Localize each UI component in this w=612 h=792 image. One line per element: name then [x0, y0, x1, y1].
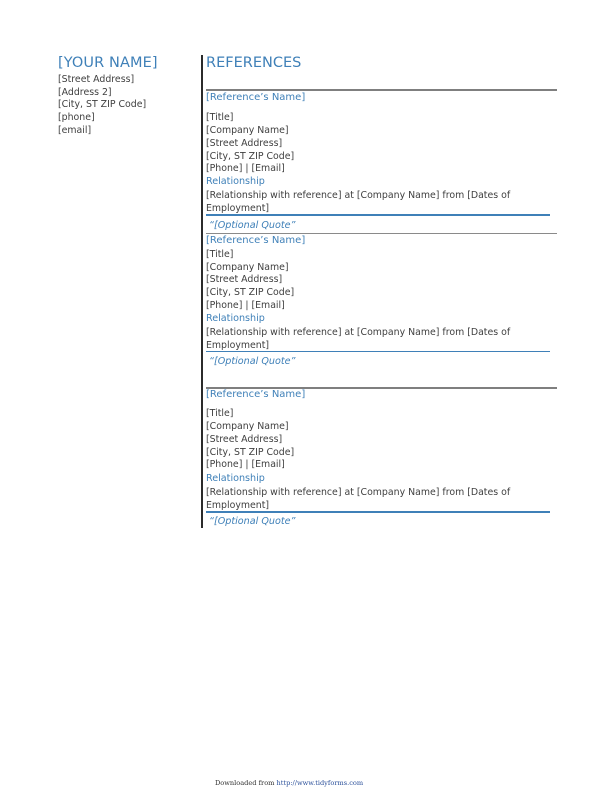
reference-3-company: [Company Name]	[206, 421, 289, 432]
email: [email]	[58, 124, 92, 136]
reference-2-company: [Company Name]	[206, 262, 289, 273]
reference-2-relationship-text: [Relationship with reference] at [Company Name] from [Dates of Employment]	[206, 327, 511, 351]
reference-2-street: [Street Address]	[206, 274, 283, 285]
reference-3-relationship-text: [Relationship with reference] at [Company Name] from [Dates of Employment]	[206, 487, 511, 511]
column-divider	[201, 55, 203, 528]
reference-1-street: [Street Address]	[206, 138, 283, 149]
reference-3-quote: “[Optional Quote”	[209, 516, 296, 527]
reference-1-title: [Title]	[206, 112, 234, 123]
your-name: [YOUR NAME]	[58, 55, 158, 71]
reference-3-relationship-label: Relationship	[206, 473, 265, 484]
reference-2-phone-email: [Phone] | [Email]	[206, 300, 285, 311]
reference-3-rule	[206, 511, 550, 513]
reference-1-rule	[206, 214, 550, 216]
reference-1-relationship-label: Relationship	[206, 176, 265, 187]
reference-3-city: [City, ST ZIP Code]	[206, 447, 295, 458]
reference-3-title: [Title]	[206, 408, 234, 419]
contact-block	[58, 55, 193, 138]
heading-rule	[206, 89, 557, 91]
reference-1-quote: “[Optional Quote”	[209, 220, 296, 231]
street-address: [Street Address]	[58, 74, 135, 85]
reference-1-city: [City, ST ZIP Code]	[206, 151, 295, 162]
city-state-zip: [City, ST ZIP Code]	[58, 99, 147, 111]
reference-2-relationship-label: Relationship	[206, 313, 265, 324]
reference-2-city: [City, ST ZIP Code]	[206, 287, 295, 298]
reference-3-phone-email: [Phone] | [Email]	[206, 459, 285, 470]
reference-2-quote: “[Optional Quote”	[209, 356, 296, 367]
reference-3-name: [Reference’s Name]	[206, 389, 306, 400]
reference-1-end-rule	[206, 233, 557, 234]
address-2: [Address 2]	[58, 86, 112, 98]
reference-3-street: [Street Address]	[206, 434, 283, 445]
reference-2-title: [Title]	[206, 249, 234, 260]
reference-1-relationship-text: [Relationship with reference] at [Company Name] from [Dates of Employment]	[206, 190, 511, 214]
reference-2-rule	[206, 351, 550, 352]
reference-1-phone-email: [Phone] | [Email]	[206, 163, 285, 174]
phone: [phone]	[58, 112, 95, 124]
reference-1-name: [Reference’s Name]	[206, 92, 306, 103]
reference-2-name: [Reference’s Name]	[206, 235, 306, 246]
reference-1-company: [Company Name]	[206, 125, 289, 136]
download-footer	[215, 779, 363, 787]
footer-link[interactable]: http://www.tidyforms.com	[276, 779, 364, 787]
footer-prefix: Downloaded from	[215, 779, 275, 787]
section-title: REFERENCES	[206, 55, 302, 71]
